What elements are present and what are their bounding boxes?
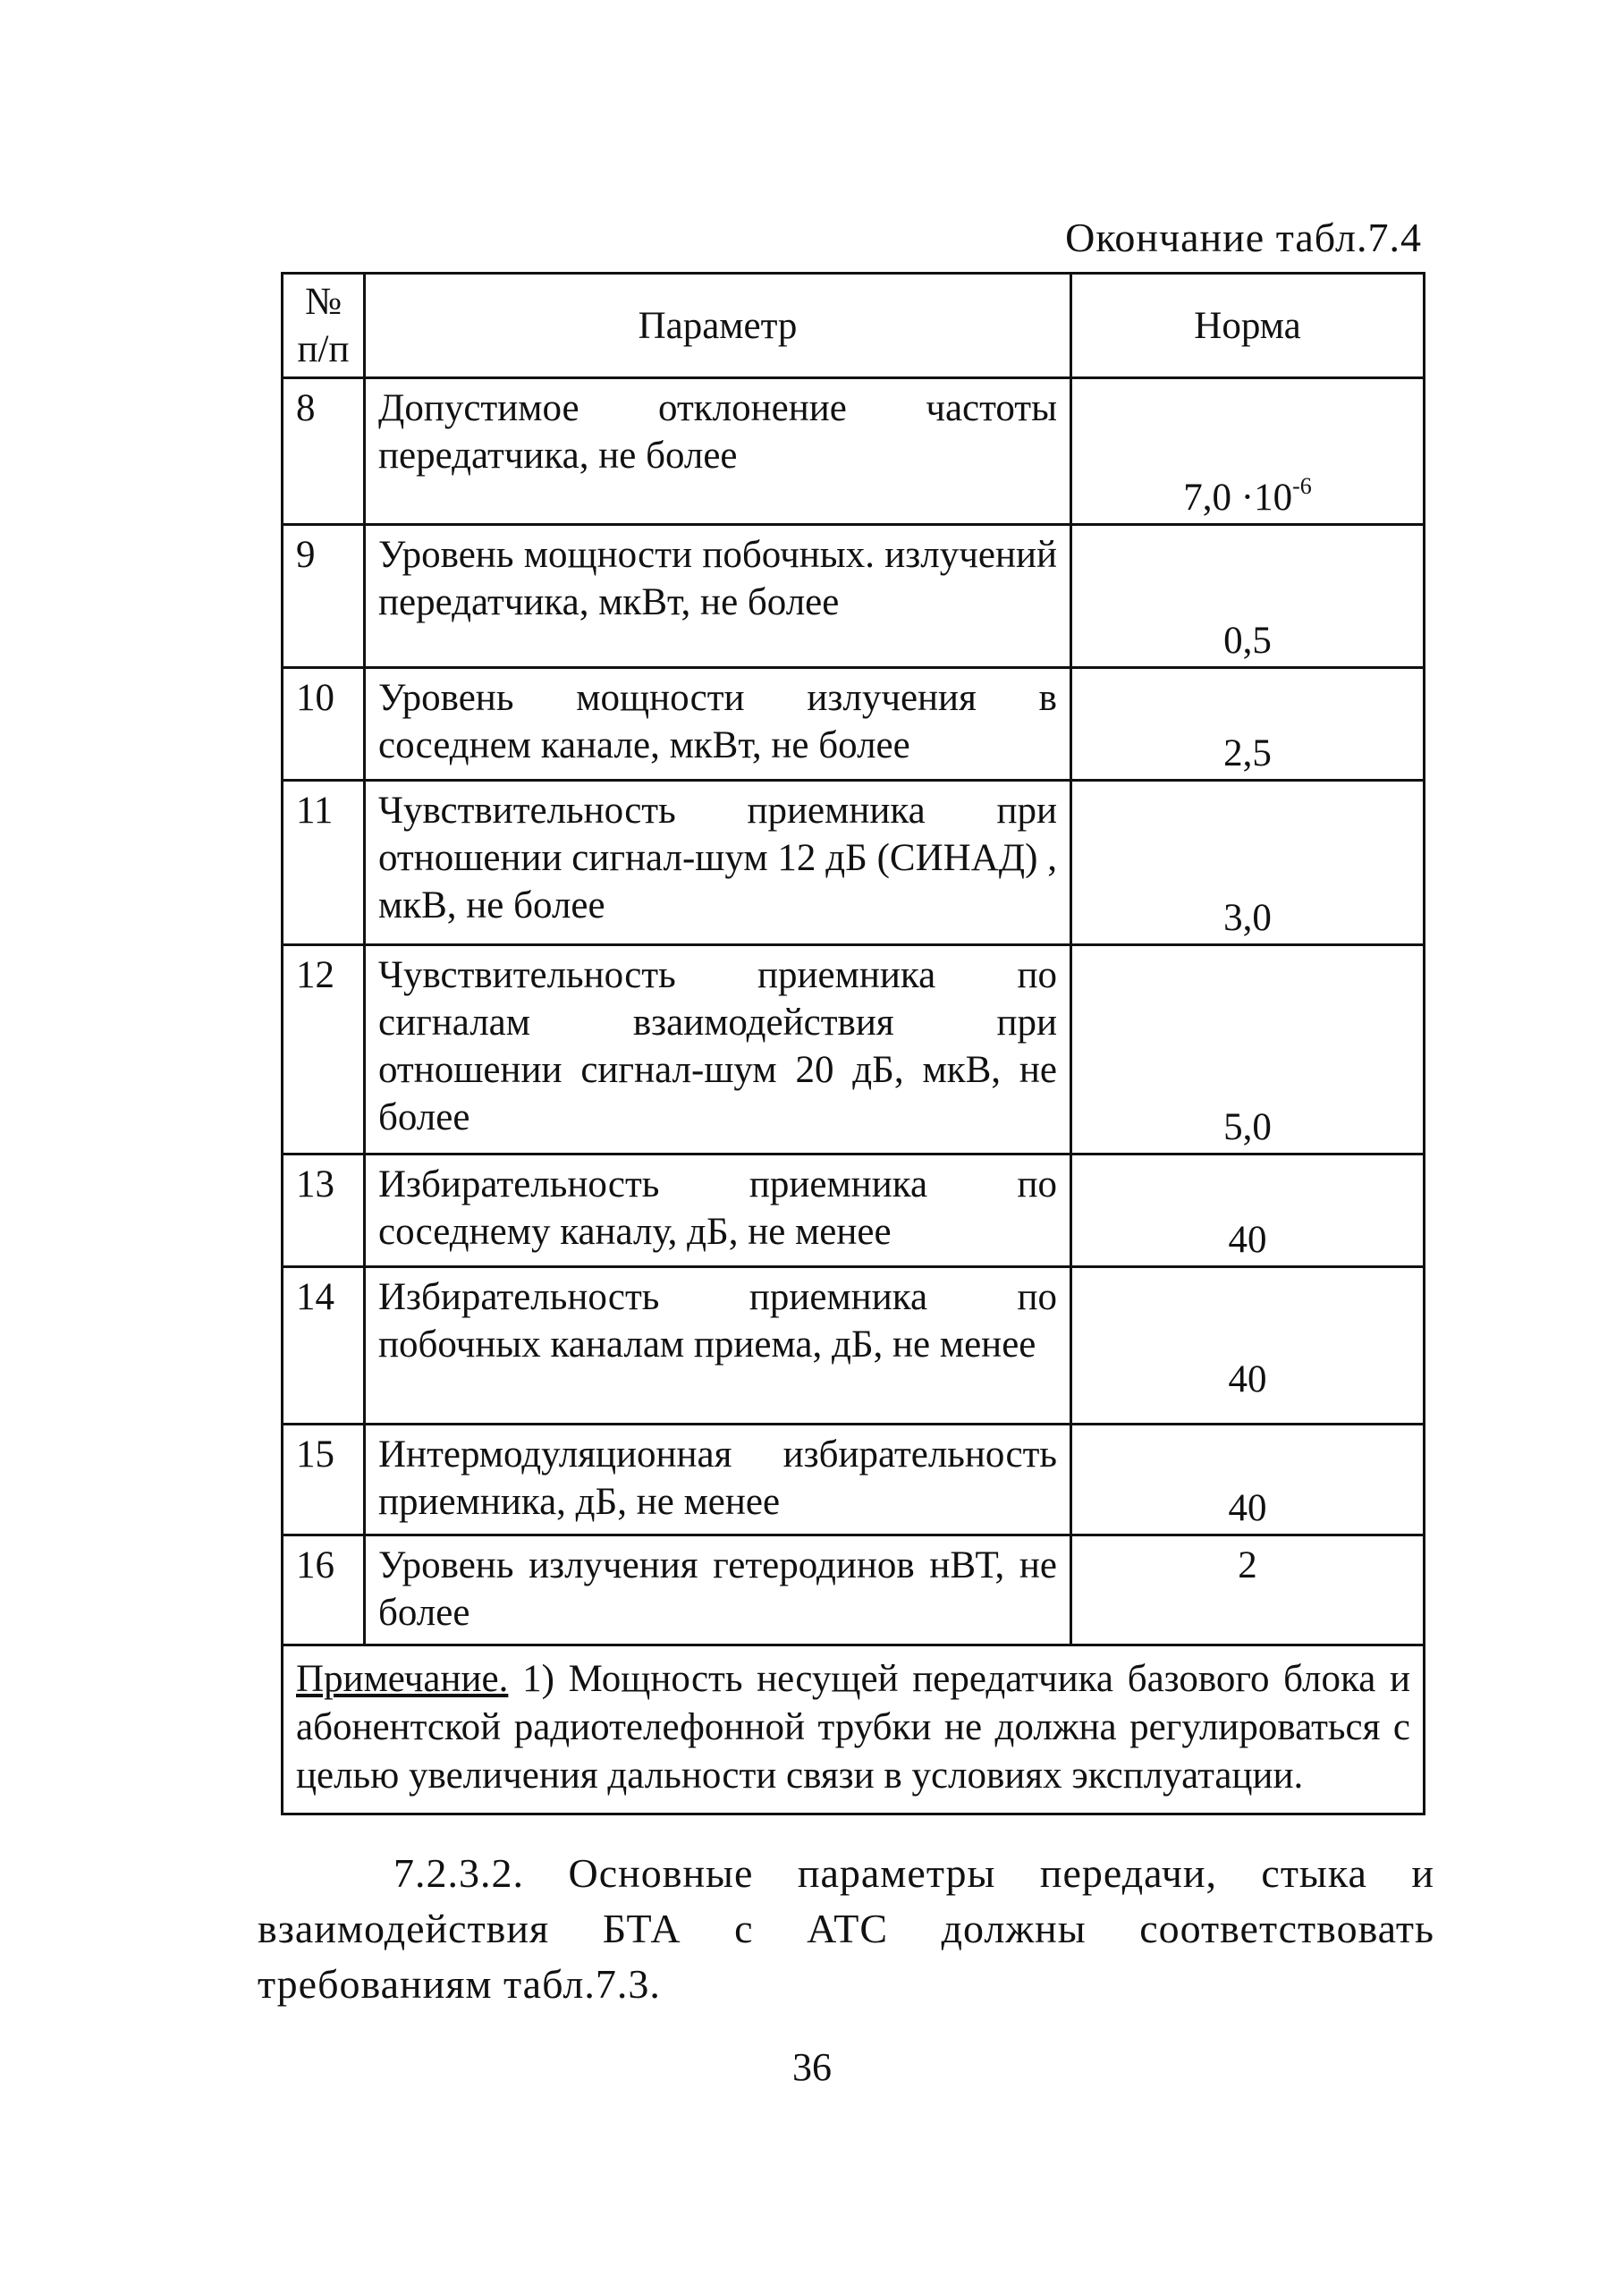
table-row <box>283 668 1425 781</box>
table-row <box>283 378 1425 525</box>
table-row <box>283 945 1425 1154</box>
note-text: 1) Мощность несущей передатчика базового блока и абонентской радиотелефонной трубки не должна регулироваться с целью увеличения дальности связи в условиях эксплуатации. <box>296 1658 1410 1797</box>
row-number: 10 <box>283 668 365 781</box>
row-number: 15 <box>283 1425 365 1535</box>
table-row <box>283 1154 1425 1267</box>
row-norm: 40 <box>1071 1267 1425 1425</box>
row-norm: 40 <box>1071 1425 1425 1535</box>
table-header-row <box>283 274 1425 378</box>
row-norm: 40 <box>1071 1154 1425 1267</box>
row-norm <box>1071 378 1425 525</box>
row-parameter: Интермодуляционная избирательность приемника, дБ, не менее <box>365 1425 1071 1535</box>
page-number: 36 <box>792 2045 832 2089</box>
row-parameter: Избирательность приемника по побочных каналам приема, дБ, не менее <box>365 1267 1071 1425</box>
row-number: 8 <box>283 378 365 525</box>
table-note <box>283 1645 1425 1814</box>
row-parameter: Уровень мощности излучения в соседнем канале, мкВт, не более <box>365 668 1071 781</box>
norm-mantissa: 7,0 ·10 <box>1183 477 1293 519</box>
row-number: 9 <box>283 525 365 668</box>
table-row <box>283 1535 1425 1645</box>
header-number-sign: № <box>304 281 343 323</box>
table-row <box>283 781 1425 945</box>
row-norm: 5,0 <box>1071 945 1425 1154</box>
row-norm: 2,5 <box>1071 668 1425 781</box>
header-number <box>283 274 365 378</box>
row-parameter: Чувствительность приемника при отношении сигнал-шум 12 дБ (СИНАД) , мкВ, не более <box>365 781 1071 945</box>
row-parameter: Избирательность приемника по соседнему каналу, дБ, не менее <box>365 1154 1071 1267</box>
row-parameter: Чувствительность приемника по сигналам взаимодействия при отношении сигнал-шум 20 дБ, мкВ, не более <box>365 945 1071 1154</box>
row-parameter: Допустимое отклонение частоты передатчика, не более <box>365 378 1071 525</box>
note-label: Примечание. <box>296 1658 509 1700</box>
table-caption: Окончание табл.7.4 <box>1065 215 1422 260</box>
row-number: 11 <box>283 781 365 945</box>
row-parameter: Уровень излучения гетеродинов нВТ, не более <box>365 1535 1071 1645</box>
table-row <box>283 1267 1425 1425</box>
row-parameter: Уровень мощности побочных. излучений передатчика, мкВт, не более <box>365 525 1071 668</box>
row-number: 14 <box>283 1267 365 1425</box>
row-norm: 2 <box>1071 1535 1425 1645</box>
row-number: 12 <box>283 945 365 1154</box>
parameters-table <box>281 272 1425 1815</box>
header-norm: Норма <box>1071 274 1425 378</box>
row-number: 16 <box>283 1535 365 1645</box>
row-norm: 0,5 <box>1071 525 1425 668</box>
table-row <box>283 525 1425 668</box>
body-paragraph: 7.2.3.2. Основные параметры передачи, стыка и взаимодействия БТА с АТС должны соответствовать требованиям табл.7.3. <box>258 1850 1434 2007</box>
row-number: 13 <box>283 1154 365 1267</box>
table-note-row <box>283 1645 1425 1814</box>
row-norm: 3,0 <box>1071 781 1425 945</box>
table-row <box>283 1425 1425 1535</box>
header-number-pp: п/п <box>297 328 350 370</box>
header-parameter: Параметр <box>365 274 1071 378</box>
norm-exponent: -6 <box>1292 473 1312 499</box>
